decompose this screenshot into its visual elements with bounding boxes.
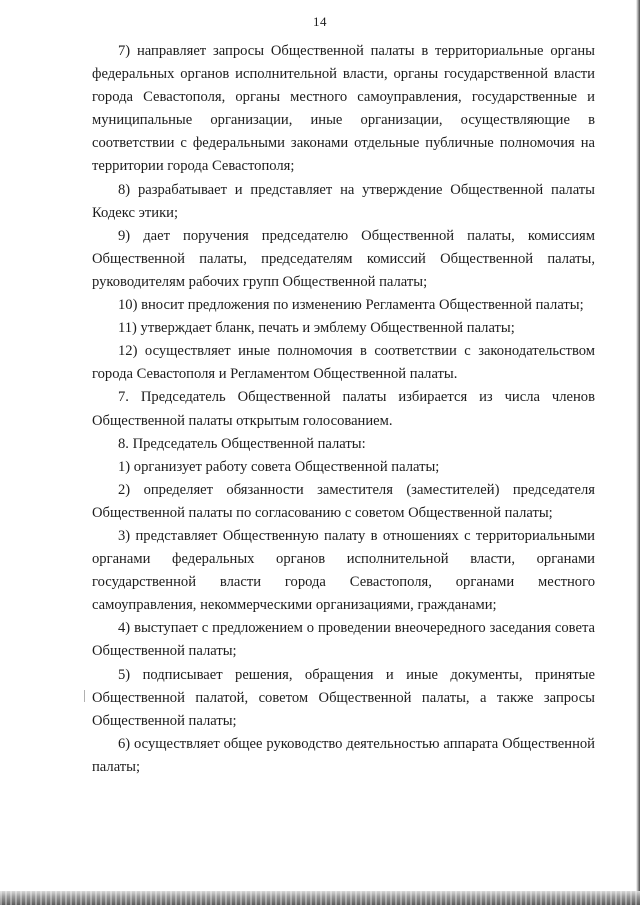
paragraph-chair-duty-2: 2) определяет обязанности заместителя (заместителей) председателя Общественной палаты по согласованию с советом Общественной палаты; bbox=[92, 481, 595, 521]
paragraph-section-7: 7. Председатель Общественной палаты избирается из числа членов Общественной палаты открытым голосованием. bbox=[92, 389, 595, 429]
paragraph-authority-12: 12) осуществляет иные полномочия в соответствии с законодательством города Севастополя и Регламентом Общественной палаты. bbox=[92, 343, 595, 383]
paragraph-chair-duty-5: 5) подписывает решения, обращения и иные документы, принятые Общественной палатой, советом Общественной палаты, а также запросы Общественной палаты; bbox=[92, 666, 595, 729]
scan-artifact-mark bbox=[84, 690, 85, 702]
paragraph-authority-10: 10) вносит предложения по изменению Регламента Общественной палаты; bbox=[118, 297, 584, 314]
scan-right-edge bbox=[636, 0, 640, 905]
paragraph-authority-9: 9) дает поручения председателю Общественной палаты, комиссиям Общественной палаты, председателям комиссий Общественной палаты, руководителям рабочих групп Общественной палаты; bbox=[92, 227, 595, 290]
paragraph-authority-11: 11) утверждает бланк, печать и эмблему Общественной палаты; bbox=[118, 320, 515, 337]
scan-bottom-edge bbox=[0, 891, 640, 905]
paragraph-authority-8: 8) разрабатывает и представляет на утверждение Общественной палаты Кодекс этики; bbox=[92, 181, 595, 221]
paragraph-chair-duty-1: 1) организует работу совета Общественной палаты; bbox=[118, 458, 440, 475]
paragraph-chair-duty-6: 6) осуществляет общее руководство деятельностью аппарата Общественной палаты; bbox=[92, 735, 595, 775]
document-body bbox=[92, 40, 595, 779]
paragraph-chair-duty-3: 3) представляет Общественную палату в отношениях с территориальными органами федеральных органов исполнительной власти, органами государственной власти города Севастополя, органами местного самоуправления, некоммерческими организациями, гражданами; bbox=[92, 527, 595, 614]
paragraph-section-8: 8. Председатель Общественной палаты: bbox=[118, 435, 366, 452]
page-number: 14 bbox=[313, 14, 327, 29]
paragraph-authority-7: 7) направляет запросы Общественной палаты в территориальные органы федеральных органов исполнительной власти, органы государственной власти города Севастополя, органы местного самоуправления, государственные и муниципальные организации, иные организации, осуществляющие в соответствии с федеральными законами отдельные публичные полномочия на территории города Севастополя; bbox=[92, 43, 595, 175]
paragraph-chair-duty-4: 4) выступает с предложением о проведении внеочередного заседания совета Общественной палаты; bbox=[92, 620, 595, 660]
